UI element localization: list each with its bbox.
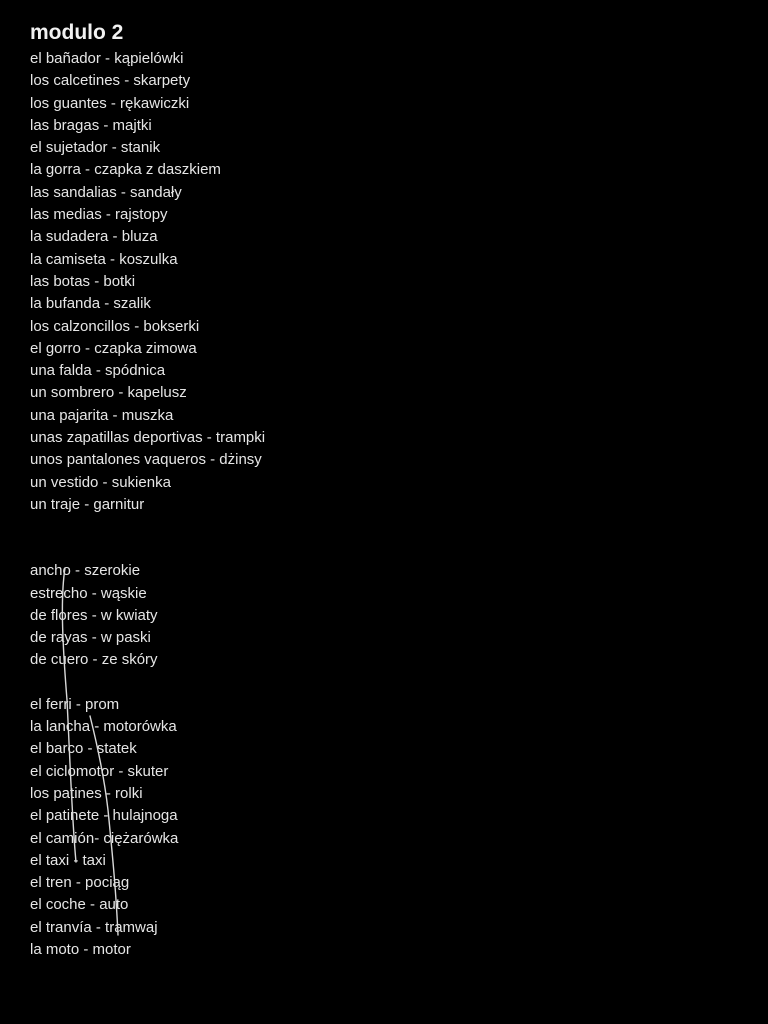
vocab-line: una pajarita - muszka (30, 406, 174, 424)
vocab-line: la gorra - czapka z daszkiem (30, 161, 221, 179)
vocab-line: el tren - pociąg (30, 874, 130, 892)
vocab-line: las medias - rajstopy (30, 206, 168, 224)
vocab-line: la sudadera - bluza (30, 228, 158, 246)
vocab-line: un sombrero - kapelusz (30, 384, 187, 402)
note-title: modulo 2 (30, 21, 124, 44)
vocab-line: las botas - botki (30, 272, 136, 290)
adjectives-vocabulary-list (30, 560, 730, 671)
vocab-line: un traje - garnitur (30, 495, 145, 513)
vocab-line: la bufanda - szalik (30, 295, 151, 313)
vocab-line: el ferri - prom (30, 695, 120, 713)
vocab-line: las sandalias - sandały (30, 183, 182, 201)
vocab-line: estrecho - wąskie (30, 584, 147, 602)
note-body[interactable] (30, 18, 730, 961)
vocab-line: los calcetines - skarpety (30, 72, 191, 90)
vocab-line: de flores - w kwiaty (30, 606, 158, 624)
vocab-line: de cuero - ze skóry (30, 651, 158, 669)
vocab-line: la lancha - motorówka (30, 718, 177, 736)
vocab-line: una falda - spódnica (30, 362, 166, 380)
vocab-line: el gorro - czapka zimowa (30, 339, 197, 357)
blank-lines (30, 516, 730, 560)
vocab-line: el bañador - kąpielówki (30, 50, 184, 67)
vocab-line: el barco - statek (30, 740, 137, 758)
vocab-line: un vestido - sukienka (30, 473, 171, 491)
vocab-line: los patines - rolki (30, 784, 143, 802)
vocab-line: la moto - motor (30, 940, 131, 958)
vocab-line: el tranvía - tramwaj (30, 918, 158, 936)
vocab-line: el patinete - hulajnoga (30, 807, 178, 825)
vocab-line: el camión- ciężarówka (30, 829, 179, 847)
vocab-line: ancho - szerokie (30, 562, 141, 580)
vocab-line: el sujetador - stanik (30, 139, 161, 157)
vocab-line: el taxi - taxi (30, 851, 106, 869)
vocab-line: los guantes - rękawiczki (30, 94, 190, 112)
vocab-line: unos pantalones vaqueros - dżinsy (30, 451, 262, 469)
vocab-line: el coche - auto (30, 896, 129, 914)
vocab-line: de rayas - w paski (30, 629, 151, 647)
blank-line (30, 672, 730, 694)
vocab-line: la camiseta - koszulka (30, 250, 178, 268)
vocab-line: el ciclomotor - skuter (30, 762, 169, 780)
clothing-vocabulary-list (30, 48, 730, 516)
vocab-line: unas zapatillas deportivas - trampki (30, 429, 266, 447)
vocab-line: los calzoncillos - bokserki (30, 317, 200, 335)
vocab-line: las bragas - majtki (30, 116, 152, 134)
transport-vocabulary-list (30, 694, 730, 962)
